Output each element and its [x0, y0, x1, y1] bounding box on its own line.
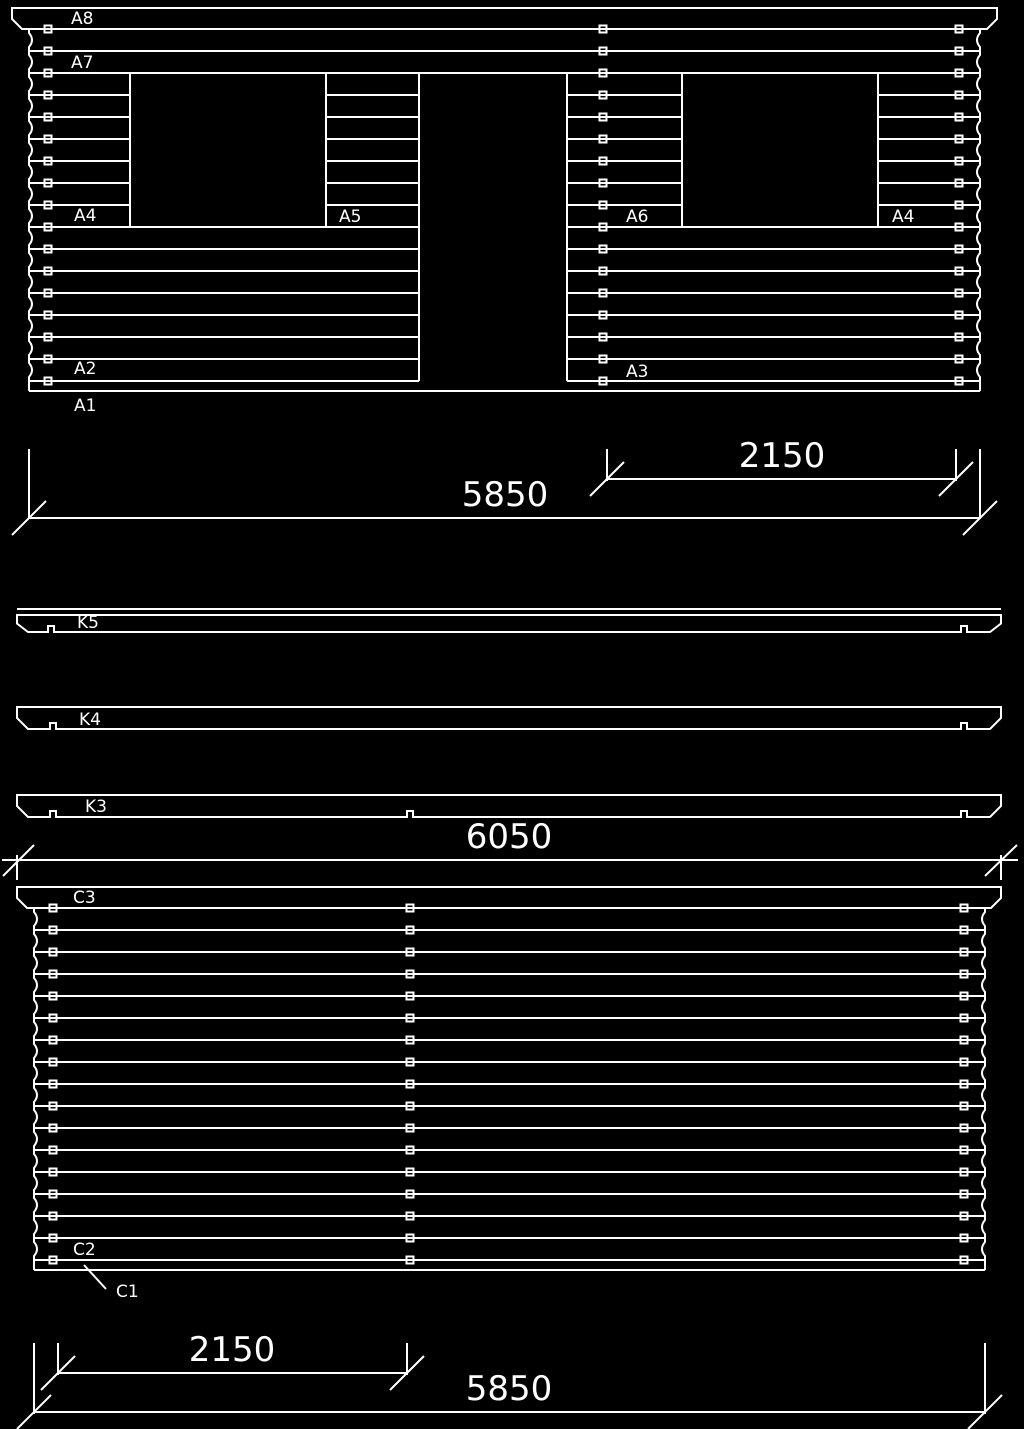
label-a3: A3	[626, 362, 649, 382]
label-a6: A6	[626, 207, 649, 227]
roof-beam-k4	[17, 707, 1001, 729]
roof-beam-k3	[17, 795, 1001, 817]
top-log-a8	[12, 8, 997, 29]
dimension-side-overall: 5850	[465, 1369, 553, 1409]
c1-leader-line	[84, 1265, 106, 1289]
label-a4-left: A4	[74, 206, 97, 226]
dimension-front-partial: 2150	[738, 436, 826, 476]
label-k3: K3	[85, 797, 107, 817]
top-log-c3	[17, 887, 1001, 908]
label-a4-right: A4	[892, 207, 915, 227]
dimension-roof-overall: 6050	[465, 817, 553, 857]
label-a5: A5	[339, 207, 362, 227]
label-c3: C3	[73, 888, 96, 908]
dimension-front-overall: 5850	[461, 475, 549, 515]
label-a1: A1	[74, 396, 97, 416]
label-k5: K5	[77, 613, 99, 633]
label-c1: C1	[116, 1282, 139, 1302]
dimension-side-partial: 2150	[188, 1330, 276, 1370]
label-k4: K4	[79, 710, 101, 730]
drawing-geometry	[2, 8, 1018, 1429]
label-a7: A7	[71, 53, 94, 73]
label-a2: A2	[74, 359, 97, 379]
roof-beam-k5	[17, 615, 1001, 632]
label-a8: A8	[71, 9, 94, 29]
label-c2: C2	[73, 1240, 96, 1260]
